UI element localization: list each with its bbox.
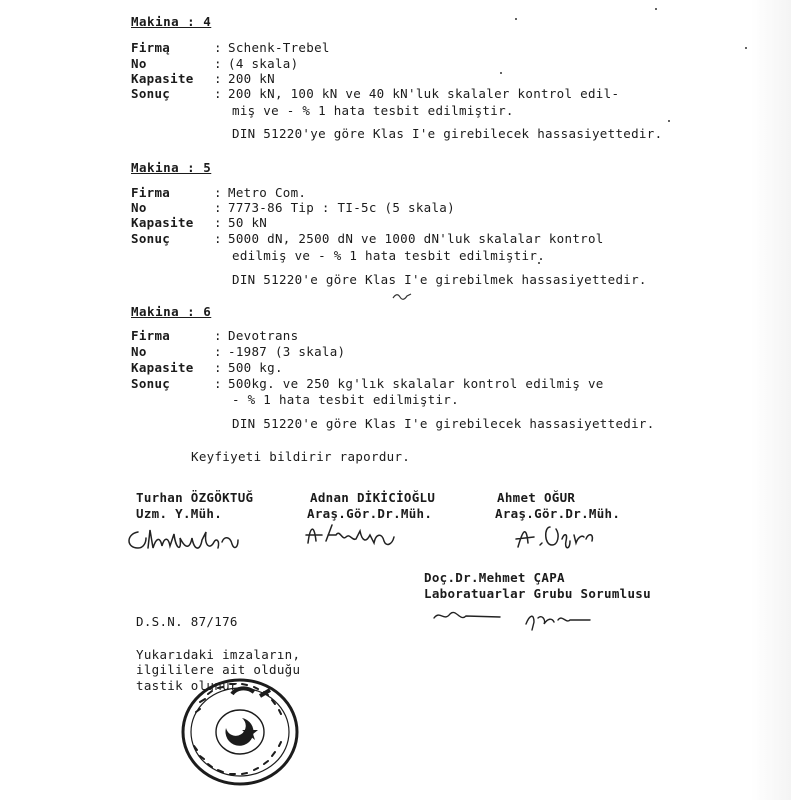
din-compliance: DIN 51220'e göre Klas I'e girebilecek hassasiyettedir.	[232, 416, 655, 431]
field-value: 50 kN	[228, 215, 268, 230]
field-colon: :	[214, 231, 222, 246]
field-colon: :	[214, 376, 222, 391]
field-row	[131, 344, 691, 360]
field-label: No	[131, 56, 147, 71]
signatory-name: Ahmet OĞUR	[497, 490, 576, 505]
report-note: Keyfiyeti bildirir rapordur.	[191, 449, 411, 464]
certification-line: ilgililere ait olduğu	[136, 662, 301, 677]
field-row	[131, 71, 691, 87]
signature-ozgoktug	[120, 520, 250, 560]
field-colon: :	[214, 200, 222, 215]
scan-speck	[668, 120, 670, 122]
field-value: 200 kN	[228, 71, 275, 86]
field-value: Devotrans	[228, 328, 299, 343]
din-compliance: DIN 51220'e göre Klas I'e girebilmek hassasiyettedir.	[232, 272, 647, 287]
field-value: 500 kg.	[228, 360, 283, 375]
scan-shadow	[751, 0, 791, 800]
certification-line: tastik olunur.	[136, 678, 246, 693]
scan-speck	[745, 47, 747, 49]
field-row	[131, 376, 691, 392]
field-colon: :	[214, 215, 222, 230]
field-label: Sonuç	[131, 376, 171, 391]
field-value: Metro Com.	[228, 185, 307, 200]
signatory-title: Araş.Gör.Dr.Müh.	[307, 506, 433, 521]
result-continuation: - % 1 hata tesbit edilmiştir.	[232, 392, 459, 407]
scan-speck	[515, 18, 517, 20]
supervisor-name: Doç.Dr.Mehmet ÇAPA	[424, 570, 565, 585]
certification-line: Yukarıdaki imzaların,	[136, 647, 301, 662]
field-colon: :	[214, 71, 222, 86]
field-row	[131, 86, 691, 102]
field-label: Firma	[131, 328, 171, 343]
field-label: Kapasite	[131, 360, 194, 375]
signature-dikicioglu	[292, 515, 412, 551]
field-row	[131, 328, 691, 344]
machine-heading: Makina : 4	[131, 14, 212, 29]
field-row	[131, 215, 691, 231]
field-value: 500kg. ve 250 kg'lık skalalar kontrol edilmiş ve	[228, 376, 604, 391]
machine-heading: Makina : 5	[131, 160, 212, 175]
supervisor-title: Laboratuarlar Grubu Sorumlusu	[424, 586, 651, 601]
field-label: Firmą	[131, 40, 171, 55]
official-stamp	[176, 672, 306, 790]
field-label: Sonuç	[131, 231, 171, 246]
field-row	[131, 56, 691, 72]
reference-number: D.S.N. 87/176	[136, 614, 238, 629]
field-row	[131, 200, 691, 216]
field-value: Schenk-Trebel	[228, 40, 330, 55]
field-label: No	[131, 200, 147, 215]
field-label: Sonuç	[131, 86, 171, 101]
result-continuation: edilmiş ve - % 1 hata tesbit edilmiştir.	[232, 248, 546, 263]
signatory-title: Uzm. Y.Müh.	[136, 506, 223, 521]
field-value: 7773-86 Tip : TI-5c (5 skala)	[228, 200, 455, 215]
field-row	[131, 231, 691, 247]
field-colon: :	[214, 86, 222, 101]
field-colon: :	[214, 40, 222, 55]
field-colon: :	[214, 360, 222, 375]
field-label: Kapasite	[131, 71, 194, 86]
din-compliance: DIN 51220'ye göre Klas I'e girebilecek hassasiyettedir.	[232, 126, 663, 141]
signature-capa	[430, 602, 600, 632]
signatory-name: Adnan DİKİCİOĞLU	[310, 490, 436, 505]
field-row	[131, 360, 691, 376]
result-continuation: miş ve - % 1 hata tesbit edilmiştir.	[232, 103, 514, 118]
signatory-title: Araş.Gör.Dr.Müh.	[495, 506, 621, 521]
field-colon: :	[214, 185, 222, 200]
field-label: Firma	[131, 185, 171, 200]
field-label: No	[131, 344, 147, 359]
signatory-name: Turhan ÖZGÖKTUĞ	[136, 490, 254, 505]
initials-mark	[391, 290, 413, 302]
scan-speck	[655, 8, 657, 10]
field-colon: :	[214, 344, 222, 359]
field-value: -1987 (3 skala)	[228, 344, 346, 359]
field-colon: :	[214, 56, 222, 71]
machine-heading: Makina : 6	[131, 304, 212, 319]
field-row	[131, 185, 691, 201]
field-value: 200 kN, 100 kN ve 40 kN'luk skalaler kontrol edil-	[228, 86, 620, 101]
signature-ogur	[510, 515, 610, 555]
field-colon: :	[214, 328, 222, 343]
field-label: Kapasite	[131, 215, 194, 230]
field-value: 5000 dN, 2500 dN ve 1000 dN'luk skalalar kontrol	[228, 231, 604, 246]
field-row	[131, 40, 691, 56]
field-value: (4 skala)	[228, 56, 299, 71]
